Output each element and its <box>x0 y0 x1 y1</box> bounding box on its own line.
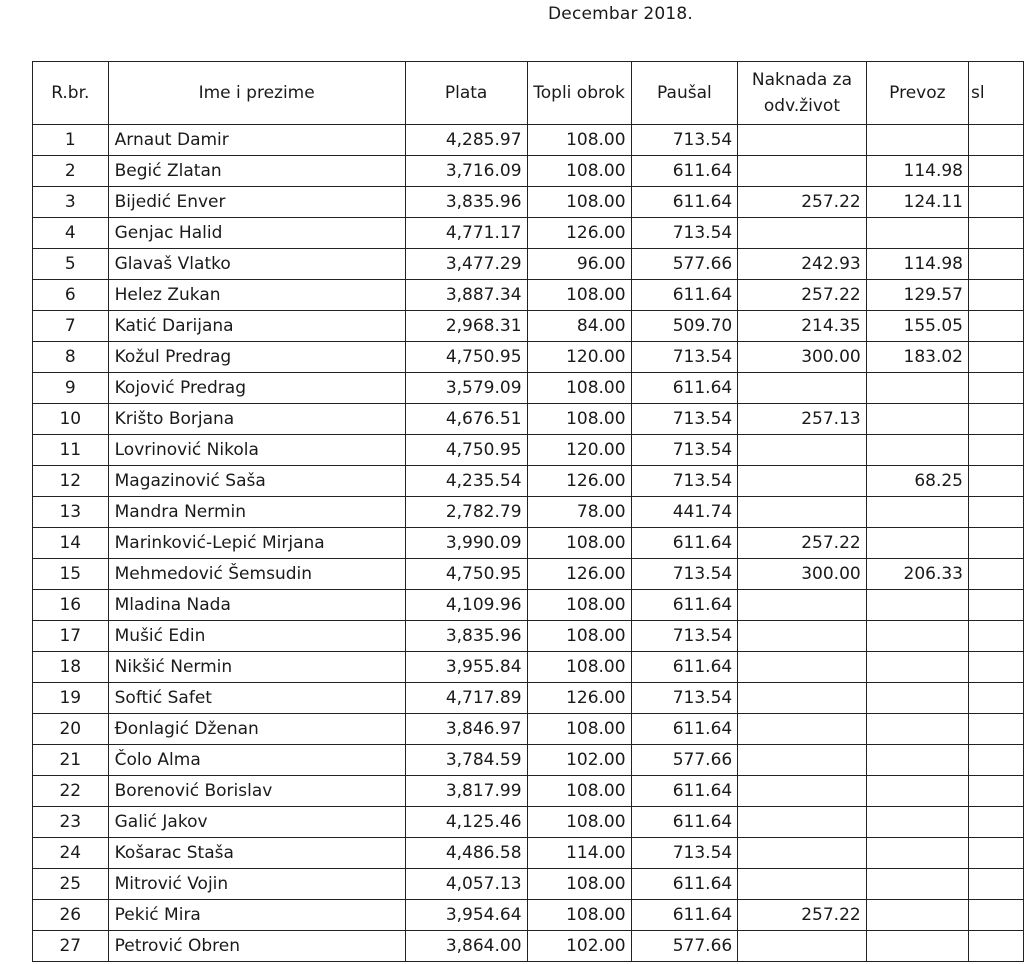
cell-plata: 3,955.84 <box>405 652 527 683</box>
cell-topli-obrok: 108.00 <box>527 528 631 559</box>
cell-prevoz <box>866 621 968 652</box>
cell-name: Nikšić Nermin <box>108 652 405 683</box>
cell-rbr: 23 <box>33 807 109 838</box>
cell-cutoff <box>968 280 1023 311</box>
cell-naknada: 257.22 <box>738 528 866 559</box>
cell-cutoff <box>968 156 1023 187</box>
cell-name: Kožul Predrag <box>108 342 405 373</box>
header-topli-obrok: Topli obrok <box>527 62 631 125</box>
cell-name: Helez Zukan <box>108 280 405 311</box>
cell-name: Pekić Mira <box>108 900 405 931</box>
cell-naknada <box>738 652 866 683</box>
cell-name: Arnaut Damir <box>108 125 405 156</box>
cell-name: Galić Jakov <box>108 807 405 838</box>
cell-name: Kojović Predrag <box>108 373 405 404</box>
cell-plata: 3,864.00 <box>405 931 527 962</box>
table-row <box>33 621 1024 652</box>
cell-naknada: 257.22 <box>738 187 866 218</box>
cell-pausal: 713.54 <box>631 838 738 869</box>
cell-rbr: 13 <box>33 497 109 528</box>
cell-cutoff <box>968 404 1023 435</box>
cell-name: Petrović Obren <box>108 931 405 962</box>
cell-rbr: 22 <box>33 776 109 807</box>
cell-topli-obrok: 108.00 <box>527 807 631 838</box>
cell-pausal: 577.66 <box>631 745 738 776</box>
cell-plata: 4,771.17 <box>405 218 527 249</box>
cell-pausal: 577.66 <box>631 249 738 280</box>
table-row <box>33 807 1024 838</box>
cell-name: Mušić Edin <box>108 621 405 652</box>
cell-plata: 4,750.95 <box>405 342 527 373</box>
cell-topli-obrok: 108.00 <box>527 652 631 683</box>
cell-name: Genjac Halid <box>108 218 405 249</box>
cell-naknada <box>738 125 866 156</box>
cell-name: Mandra Nermin <box>108 497 405 528</box>
header-naknada: Naknada za odv.život <box>738 62 866 125</box>
cell-topli-obrok: 108.00 <box>527 590 631 621</box>
cell-prevoz <box>866 528 968 559</box>
header-plata: Plata <box>405 62 527 125</box>
cell-topli-obrok: 78.00 <box>527 497 631 528</box>
cell-plata: 4,285.97 <box>405 125 527 156</box>
report-period: Decembar 2018. <box>548 4 693 24</box>
cell-name: Borenović Borislav <box>108 776 405 807</box>
table-row <box>33 869 1024 900</box>
table-row <box>33 466 1024 497</box>
cell-prevoz <box>866 776 968 807</box>
cell-topli-obrok: 108.00 <box>527 280 631 311</box>
cell-pausal: 713.54 <box>631 125 738 156</box>
cell-rbr: 14 <box>33 528 109 559</box>
cell-cutoff <box>968 249 1023 280</box>
cell-rbr: 18 <box>33 652 109 683</box>
cell-rbr: 26 <box>33 900 109 931</box>
cell-plata: 4,676.51 <box>405 404 527 435</box>
cell-prevoz <box>866 497 968 528</box>
cell-topli-obrok: 102.00 <box>527 931 631 962</box>
cell-topli-obrok: 108.00 <box>527 404 631 435</box>
cell-naknada: 242.93 <box>738 249 866 280</box>
cell-pausal: 713.54 <box>631 621 738 652</box>
cell-name: Lovrinović Nikola <box>108 435 405 466</box>
cell-topli-obrok: 108.00 <box>527 621 631 652</box>
cell-plata: 2,782.79 <box>405 497 527 528</box>
cell-prevoz: 114.98 <box>866 156 968 187</box>
cell-naknada <box>738 621 866 652</box>
cell-cutoff <box>968 683 1023 714</box>
table-row <box>33 497 1024 528</box>
header-pausal: Paušal <box>631 62 738 125</box>
cell-prevoz: 114.98 <box>866 249 968 280</box>
cell-rbr: 20 <box>33 714 109 745</box>
cell-plata: 2,968.31 <box>405 311 527 342</box>
payroll-sheet <box>32 61 1024 962</box>
cell-prevoz <box>866 807 968 838</box>
table-row <box>33 714 1024 745</box>
cell-name: Mitrović Vojin <box>108 869 405 900</box>
cell-rbr: 24 <box>33 838 109 869</box>
cell-pausal: 611.64 <box>631 590 738 621</box>
cell-prevoz: 206.33 <box>866 559 968 590</box>
cell-naknada: 214.35 <box>738 311 866 342</box>
cell-rbr: 6 <box>33 280 109 311</box>
cell-name: Softić Safet <box>108 683 405 714</box>
cell-plata: 3,835.96 <box>405 187 527 218</box>
cell-rbr: 1 <box>33 125 109 156</box>
cell-cutoff <box>968 373 1023 404</box>
cell-cutoff <box>968 187 1023 218</box>
cell-plata: 4,750.95 <box>405 559 527 590</box>
cell-pausal: 611.64 <box>631 714 738 745</box>
cell-plata: 3,477.29 <box>405 249 527 280</box>
table-row <box>33 652 1024 683</box>
cell-plata: 3,835.96 <box>405 621 527 652</box>
cell-name: Čolo Alma <box>108 745 405 776</box>
cell-topli-obrok: 108.00 <box>527 776 631 807</box>
cell-name: Đonlagić Dženan <box>108 714 405 745</box>
cell-rbr: 11 <box>33 435 109 466</box>
cell-cutoff <box>968 435 1023 466</box>
cell-naknada <box>738 156 866 187</box>
table-row <box>33 931 1024 962</box>
cell-pausal: 713.54 <box>631 435 738 466</box>
cell-topli-obrok: 108.00 <box>527 714 631 745</box>
table-header-row <box>33 62 1024 125</box>
cell-cutoff <box>968 342 1023 373</box>
cell-rbr: 21 <box>33 745 109 776</box>
cell-pausal: 713.54 <box>631 559 738 590</box>
cell-cutoff <box>968 621 1023 652</box>
cell-topli-obrok: 126.00 <box>527 683 631 714</box>
cell-name: Begić Zlatan <box>108 156 405 187</box>
cell-naknada <box>738 807 866 838</box>
cell-rbr: 7 <box>33 311 109 342</box>
cell-prevoz: 129.57 <box>866 280 968 311</box>
cell-cutoff <box>968 714 1023 745</box>
cell-prevoz: 183.02 <box>866 342 968 373</box>
cell-name: Mehmedović Šemsudin <box>108 559 405 590</box>
cell-naknada <box>738 714 866 745</box>
cell-plata: 3,817.99 <box>405 776 527 807</box>
cell-name: Katić Darijana <box>108 311 405 342</box>
cell-naknada <box>738 466 866 497</box>
table-row <box>33 373 1024 404</box>
cell-plata: 4,750.95 <box>405 435 527 466</box>
cell-naknada <box>738 218 866 249</box>
cell-pausal: 611.64 <box>631 187 738 218</box>
table-row <box>33 125 1024 156</box>
cell-cutoff <box>968 807 1023 838</box>
header-rbr: R.br. <box>33 62 109 125</box>
cell-rbr: 4 <box>33 218 109 249</box>
cell-topli-obrok: 108.00 <box>527 373 631 404</box>
cell-prevoz <box>866 745 968 776</box>
cell-naknada: 257.13 <box>738 404 866 435</box>
table-row <box>33 683 1024 714</box>
cell-naknada <box>738 683 866 714</box>
cell-name: Bijedić Enver <box>108 187 405 218</box>
cell-plata: 3,784.59 <box>405 745 527 776</box>
cell-name: Magazinović Saša <box>108 466 405 497</box>
table-row <box>33 900 1024 931</box>
cell-name: Mladina Nada <box>108 590 405 621</box>
cell-rbr: 15 <box>33 559 109 590</box>
cell-rbr: 3 <box>33 187 109 218</box>
cell-topli-obrok: 126.00 <box>527 559 631 590</box>
cell-pausal: 611.64 <box>631 807 738 838</box>
cell-cutoff <box>968 311 1023 342</box>
cell-plata: 4,125.46 <box>405 807 527 838</box>
cell-rbr: 9 <box>33 373 109 404</box>
cell-pausal: 509.70 <box>631 311 738 342</box>
cell-plata: 3,579.09 <box>405 373 527 404</box>
cell-topli-obrok: 108.00 <box>527 869 631 900</box>
header-name: Ime i prezime <box>108 62 405 125</box>
cell-prevoz: 68.25 <box>866 466 968 497</box>
table-row <box>33 187 1024 218</box>
cell-name: Krišto Borjana <box>108 404 405 435</box>
cell-prevoz <box>866 869 968 900</box>
cell-cutoff <box>968 745 1023 776</box>
cell-pausal: 611.64 <box>631 652 738 683</box>
cell-naknada: 257.22 <box>738 280 866 311</box>
cell-cutoff <box>968 218 1023 249</box>
cell-topli-obrok: 126.00 <box>527 218 631 249</box>
cell-plata: 3,846.97 <box>405 714 527 745</box>
cell-rbr: 10 <box>33 404 109 435</box>
table-row <box>33 218 1024 249</box>
cell-naknada <box>738 838 866 869</box>
table-row <box>33 280 1024 311</box>
cell-plata: 3,887.34 <box>405 280 527 311</box>
cell-rbr: 5 <box>33 249 109 280</box>
cell-name: Košarac Staša <box>108 838 405 869</box>
table-row <box>33 590 1024 621</box>
cell-naknada <box>738 373 866 404</box>
cell-cutoff <box>968 869 1023 900</box>
cell-plata: 3,716.09 <box>405 156 527 187</box>
cell-prevoz <box>866 931 968 962</box>
cell-topli-obrok: 120.00 <box>527 435 631 466</box>
cell-prevoz <box>866 373 968 404</box>
cell-rbr: 2 <box>33 156 109 187</box>
cell-pausal: 611.64 <box>631 280 738 311</box>
cell-pausal: 713.54 <box>631 342 738 373</box>
cell-prevoz <box>866 683 968 714</box>
cell-pausal: 713.54 <box>631 683 738 714</box>
cell-rbr: 12 <box>33 466 109 497</box>
cell-prevoz <box>866 125 968 156</box>
table-row <box>33 838 1024 869</box>
table-row <box>33 404 1024 435</box>
table-row <box>33 528 1024 559</box>
cell-pausal: 713.54 <box>631 466 738 497</box>
cell-prevoz: 124.11 <box>866 187 968 218</box>
cell-cutoff <box>968 931 1023 962</box>
cell-rbr: 27 <box>33 931 109 962</box>
cell-plata: 4,717.89 <box>405 683 527 714</box>
cell-plata: 3,990.09 <box>405 528 527 559</box>
cell-naknada <box>738 776 866 807</box>
cell-cutoff <box>968 652 1023 683</box>
cell-plata: 4,486.58 <box>405 838 527 869</box>
cell-cutoff <box>968 466 1023 497</box>
cell-naknada: 257.22 <box>738 900 866 931</box>
cell-topli-obrok: 108.00 <box>527 125 631 156</box>
cell-pausal: 611.64 <box>631 373 738 404</box>
cell-cutoff <box>968 528 1023 559</box>
cell-rbr: 16 <box>33 590 109 621</box>
cell-cutoff <box>968 590 1023 621</box>
cell-prevoz <box>866 652 968 683</box>
header-prevoz: Prevoz <box>866 62 968 125</box>
cell-prevoz <box>866 838 968 869</box>
cell-rbr: 8 <box>33 342 109 373</box>
cell-prevoz <box>866 590 968 621</box>
cell-topli-obrok: 108.00 <box>527 156 631 187</box>
cell-topli-obrok: 102.00 <box>527 745 631 776</box>
cell-rbr: 17 <box>33 621 109 652</box>
cell-cutoff <box>968 125 1023 156</box>
cell-cutoff <box>968 776 1023 807</box>
cell-cutoff <box>968 559 1023 590</box>
cell-name: Marinković-Lepić Mirjana <box>108 528 405 559</box>
cell-pausal: 713.54 <box>631 218 738 249</box>
cell-pausal: 611.64 <box>631 528 738 559</box>
cell-prevoz <box>866 714 968 745</box>
table-row <box>33 156 1024 187</box>
table-row <box>33 249 1024 280</box>
cell-cutoff <box>968 838 1023 869</box>
cell-naknada <box>738 745 866 776</box>
cell-topli-obrok: 120.00 <box>527 342 631 373</box>
cell-prevoz <box>866 435 968 466</box>
table-row <box>33 435 1024 466</box>
table-row <box>33 745 1024 776</box>
cell-topli-obrok: 108.00 <box>527 900 631 931</box>
table-row <box>33 311 1024 342</box>
cell-naknada <box>738 497 866 528</box>
cell-prevoz <box>866 900 968 931</box>
cell-plata: 4,057.13 <box>405 869 527 900</box>
cell-topli-obrok: 96.00 <box>527 249 631 280</box>
table-row <box>33 342 1024 373</box>
cell-plata: 4,109.96 <box>405 590 527 621</box>
cell-pausal: 611.64 <box>631 776 738 807</box>
cell-naknada <box>738 869 866 900</box>
table-row <box>33 559 1024 590</box>
header-cutoff: sl <box>968 62 1023 125</box>
cell-rbr: 25 <box>33 869 109 900</box>
cell-pausal: 441.74 <box>631 497 738 528</box>
cell-pausal: 611.64 <box>631 156 738 187</box>
table-body <box>33 125 1024 962</box>
cell-prevoz <box>866 404 968 435</box>
cell-rbr: 19 <box>33 683 109 714</box>
cell-prevoz: 155.05 <box>866 311 968 342</box>
cell-topli-obrok: 108.00 <box>527 187 631 218</box>
cell-naknada <box>738 590 866 621</box>
cell-pausal: 577.66 <box>631 931 738 962</box>
cell-naknada <box>738 435 866 466</box>
cell-pausal: 611.64 <box>631 900 738 931</box>
cell-pausal: 611.64 <box>631 869 738 900</box>
cell-prevoz <box>866 218 968 249</box>
cell-name: Glavaš Vlatko <box>108 249 405 280</box>
cell-naknada: 300.00 <box>738 559 866 590</box>
payroll-table <box>32 61 1024 962</box>
cell-pausal: 713.54 <box>631 404 738 435</box>
cell-plata: 3,954.64 <box>405 900 527 931</box>
cell-cutoff <box>968 497 1023 528</box>
cell-topli-obrok: 84.00 <box>527 311 631 342</box>
cell-topli-obrok: 114.00 <box>527 838 631 869</box>
cell-cutoff <box>968 900 1023 931</box>
table-row <box>33 776 1024 807</box>
cell-topli-obrok: 126.00 <box>527 466 631 497</box>
cell-plata: 4,235.54 <box>405 466 527 497</box>
cell-naknada <box>738 931 866 962</box>
cell-naknada: 300.00 <box>738 342 866 373</box>
